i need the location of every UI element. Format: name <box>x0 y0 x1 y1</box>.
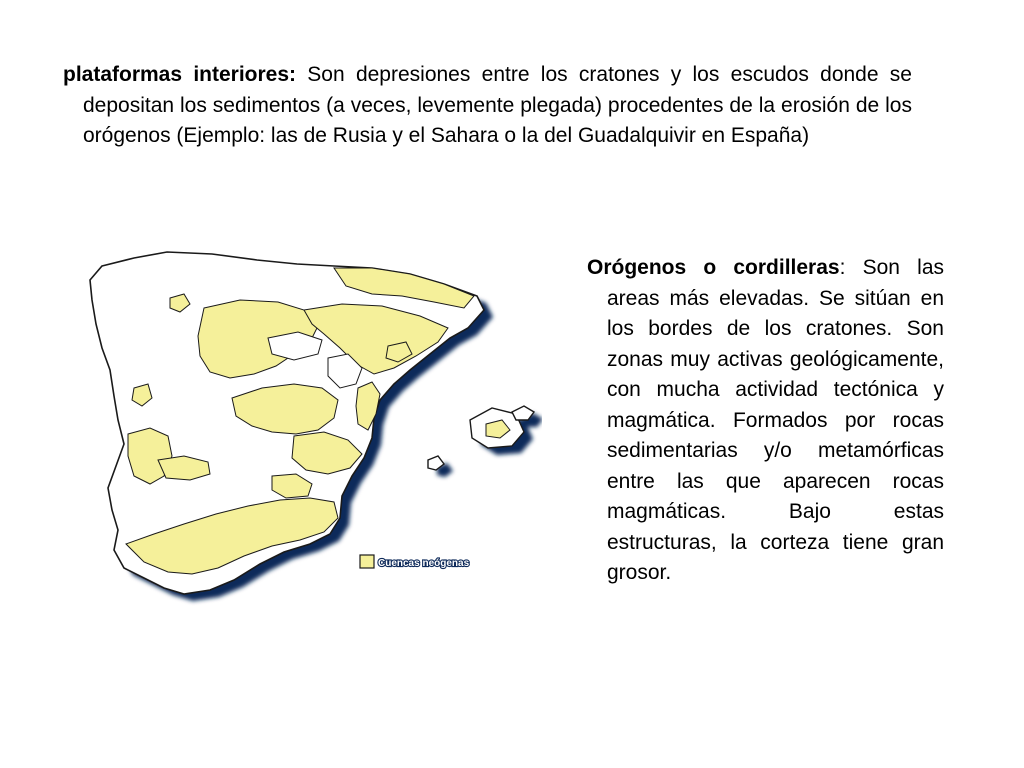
legend-swatch <box>360 555 374 568</box>
legend-label: Cuencas neógenas <box>378 558 470 569</box>
orogenos-term: Orógenos o cordilleras <box>587 256 840 279</box>
plataformas-text: Son depresiones entre los cratones y los escudos donde se depositan los sedimentos (a veces, levemente plegada) procedentes de la erosión de los orógenos (Ejemplo: las de Rusia y el Sahara o la del Guadalquivir en España) <box>83 63 912 147</box>
plataformas-term: plataformas interiores: <box>63 63 297 86</box>
orogenos-text: : Son las areas más elevadas. Se sitúan en los bordes de los cratones. Son zonas muy activas geológicamente, con mucha actividad tectónica y magmática. Formados por rocas sedimentarias y/o metamórficas entre las que aparecen rocas magmáticas. Bajo estas estructuras, la corteza tiene gran grosor. <box>607 256 944 584</box>
orogenos-paragraph <box>587 253 944 589</box>
balearic-islands <box>428 406 534 470</box>
plataformas-paragraph <box>63 60 912 152</box>
iberia-neogene-basins-map <box>72 238 542 618</box>
map-legend <box>360 555 470 569</box>
